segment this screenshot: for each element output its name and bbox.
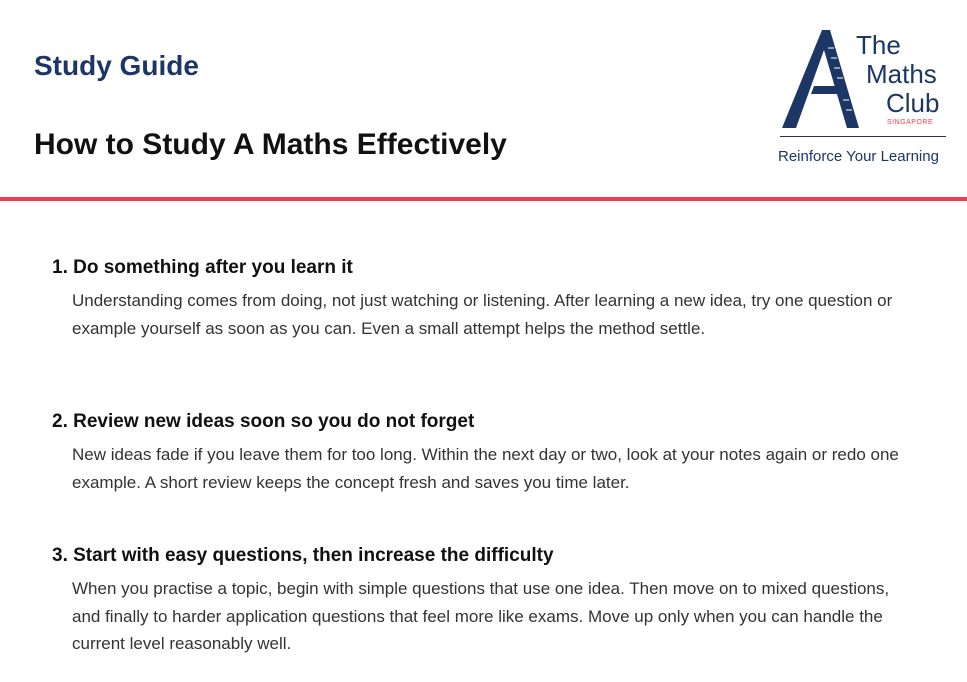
logo-word-the: The	[856, 30, 901, 60]
tip-section	[52, 256, 902, 342]
logo-divider	[780, 136, 946, 137]
logo-word-maths: Maths	[866, 59, 937, 89]
page-title: How to Study A Maths Effectively	[34, 128, 507, 161]
tip-section	[52, 544, 902, 658]
header-divider	[0, 197, 967, 201]
document-kicker: Study Guide	[34, 50, 199, 81]
tip-body: New ideas fade if you leave them for too long. Within the next day or two, look at your notes again or redo one example. A short review keeps the concept fresh and saves you time later.	[72, 445, 899, 492]
letter-a-compass-icon	[774, 28, 864, 128]
logo-tagline: Reinforce Your Learning	[778, 148, 939, 165]
logo-country: SINGAPORE	[887, 119, 934, 126]
the-maths-club-logo	[774, 28, 954, 173]
tip-heading: 1. Do something after you learn it	[52, 257, 353, 278]
tip-section	[52, 410, 902, 496]
tip-heading: 2. Review new ideas soon so you do not forget	[52, 411, 475, 432]
tip-body: Understanding comes from doing, not just watching or listening. After learning a new idea, try one question or example yourself as soon as you can. Even a small attempt helps the method settle.	[72, 291, 893, 338]
page-header	[0, 0, 967, 200]
tip-body: When you practise a topic, begin with simple questions that use one idea. Then move on to mixed questions, and finally to harder application questions that feel more like exams. Move up only when you can handle the current level reasonably well.	[72, 579, 890, 653]
logo-word-club: Club	[886, 88, 940, 118]
tip-heading: 3. Start with easy questions, then increase the difficulty	[52, 545, 554, 566]
